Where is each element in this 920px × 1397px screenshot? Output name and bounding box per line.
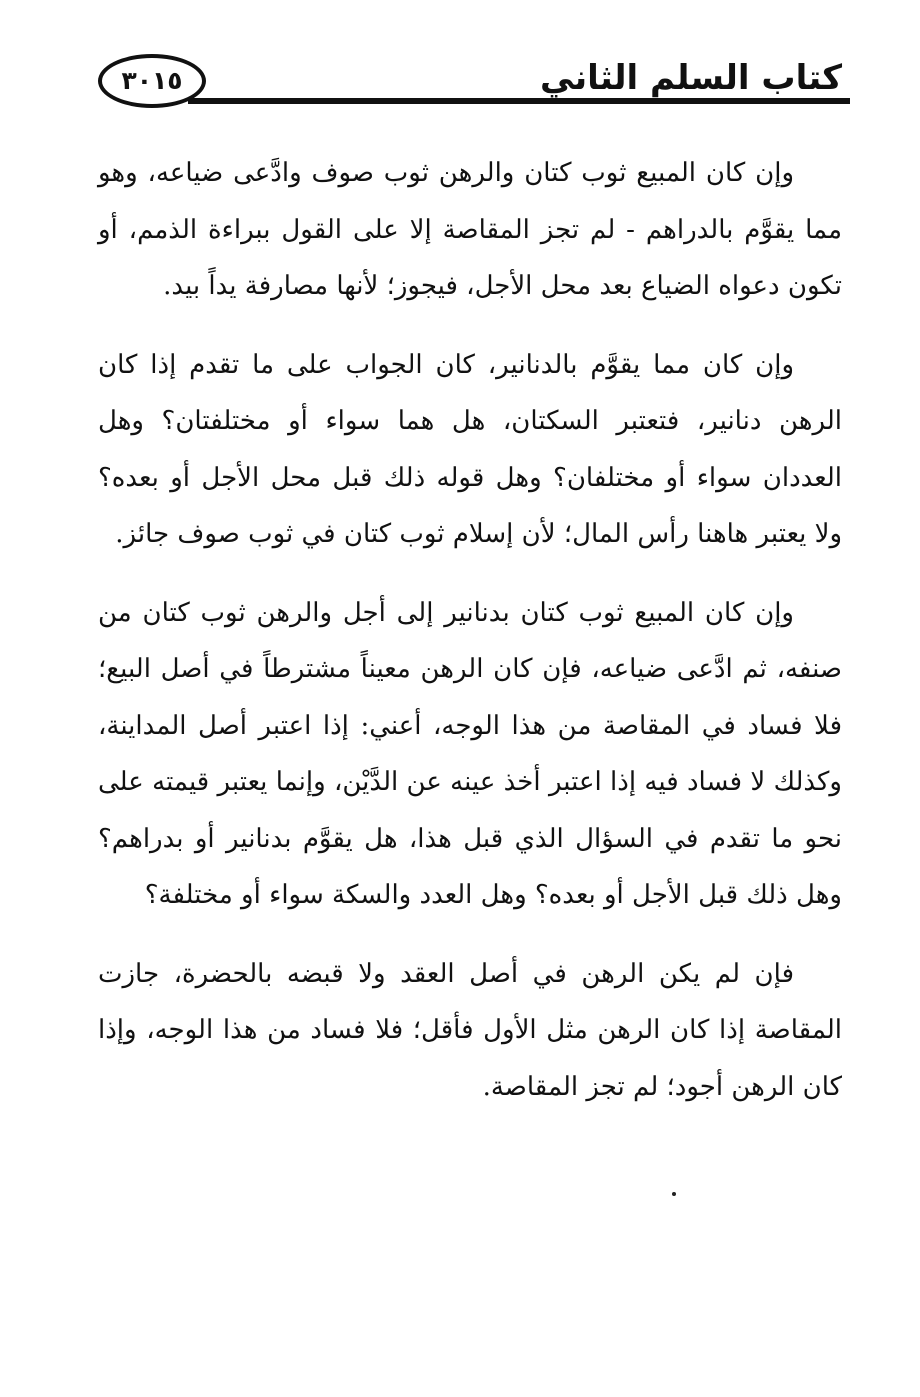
paragraph-3: وإن كان المبيع ثوب كتان بدنانير إلى أجل والرهن ثوب كتان من صنفه، ثم ادَّعى ضياعه، فإن كان الرهن معيناً مشترطاً في أصل البيع؛ فلا فساد في المقاصة من هذا الوجه، أعني: إذا اعتبر أصل المداينة، وكذلك لا فساد فيه إذا اعتبر أخذ عينه عن الدَّيْن، وإنما يعتبر قيمته على نحو ما تقدم في السؤال الذي قبل هذا، هل يقوَّم بدنانير أو بدراهم؟ وهل ذلك قبل الأجل أو بعده؟ وهل العدد والسكة سواء أو مختلفة؟ xyxy=(98,597,842,910)
paragraph-1: وإن كان المبيع ثوب كتان والرهن ثوب صوف وادَّعى ضياعه، وهو مما يقوَّم بالدراهم - لم تجز المقاصة إلا على القول ببراءة الذمم، أو تكون دعواه الضياع بعد محل الأجل، فيجوز؛ لأنها مصارفة يداً بيد. xyxy=(98,158,842,301)
paragraph-4: فإن لم يكن الرهن في أصل العقد ولا قبضه بالحضرة، جازت المقاصة إذا كان الرهن مثل الأول فأقل؛ فلا فساد من هذا الوجه، وإذا كان الرهن أجود؛ لم تجز المقاصة. xyxy=(98,958,842,1102)
page-header xyxy=(98,40,850,116)
page-number: ٣٠١٥ xyxy=(121,66,183,95)
scan-speck xyxy=(672,1192,676,1196)
body-text xyxy=(98,145,842,1137)
paragraph-2: وإن كان مما يقوَّم بالدنانير، كان الجواب على ما تقدم إذا كان الرهن دنانير، فتعتبر السكتان، هل هما سواء أو مختلفتان؟ وهل العددان سواء أو مختلفان؟ وهل قوله ذلك قبل محل الأجل أو بعده؟ ولا يعتبر هاهنا رأس المال؛ لأن إسلام ثوب كتان في ثوب صوف جائز. xyxy=(98,349,842,549)
running-title: كتاب السلم الثاني xyxy=(539,58,842,98)
header-rule xyxy=(188,98,850,104)
